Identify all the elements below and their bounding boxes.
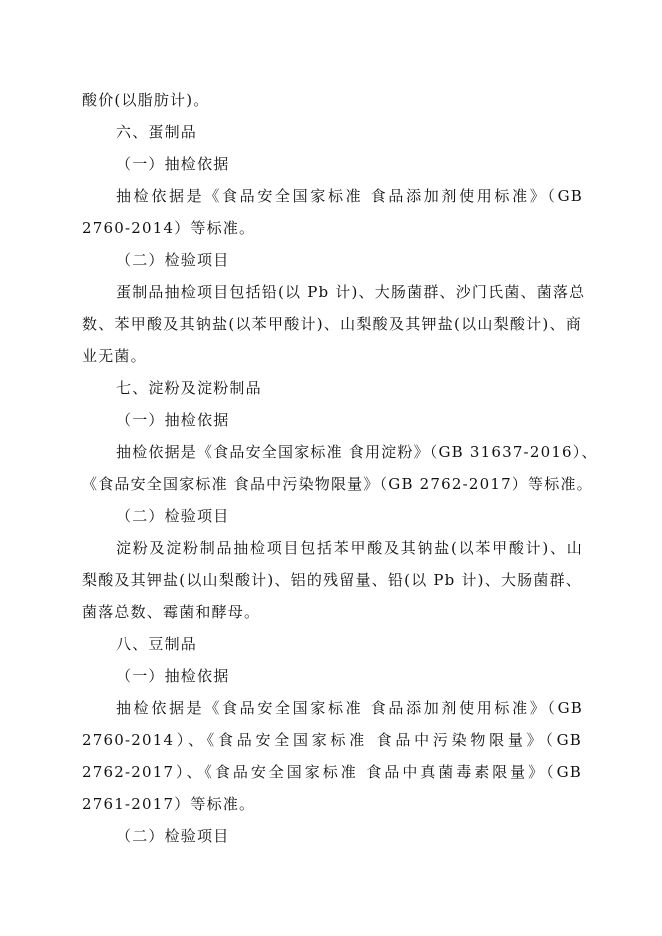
text-line: 2761-2017）等标准。 <box>82 795 256 813</box>
text-line: 蛋制品抽检项目包括铅(以 Pb 计)、大肠菌群、沙门氏菌、菌落总 <box>116 283 586 301</box>
text-line: 酸价(以脂肪计)。 <box>82 91 210 109</box>
text-line: 业无菌。 <box>82 347 147 365</box>
text-line: 淀粉及淀粉制品抽检项目包括苯甲酸及其钠盐(以苯甲酸计)、山 <box>116 539 583 557</box>
text-line: 抽检依据是《食品安全国家标准 食品添加剂使用标准》（GB <box>116 699 583 717</box>
text-line: 2760-2014）、《食品安全国家标准 食品中污染物限量》（GB <box>82 731 582 749</box>
section-heading-egg-products: 六、蛋制品 <box>116 123 198 141</box>
subsection-heading: （二）检验项目 <box>116 251 230 269</box>
text-line: 菌落总数、霉菌和酵母。 <box>82 603 261 621</box>
section-heading-soy-products: 八、豆制品 <box>116 635 198 653</box>
text-line: 抽检依据是《食品安全国家标准 食用淀粉》（GB 31637-2016）、 <box>116 443 598 461</box>
text-line: 抽检依据是《食品安全国家标准 食品添加剂使用标准》（GB <box>116 187 583 205</box>
subsection-heading: （一）抽检依据 <box>116 667 230 685</box>
subsection-heading: （二）检验项目 <box>116 827 230 845</box>
text-line: 梨酸及其钾盐(以山梨酸计)、铝的残留量、铅(以 Pb 计)、大肠菌群、 <box>82 571 582 589</box>
subsection-heading: （二）检验项目 <box>116 507 230 525</box>
text-line: 2760-2014）等标准。 <box>82 219 256 237</box>
section-heading-starch-products: 七、淀粉及淀粉制品 <box>116 379 262 397</box>
text-line: 2762-2017）、《食品安全国家标准 食品中真菌毒素限量》（GB <box>82 763 582 781</box>
subsection-heading: （一）抽检依据 <box>116 411 230 429</box>
subsection-heading: （一）抽检依据 <box>116 155 230 173</box>
text-line: 《食品安全国家标准 食品中污染物限量》（GB 2762-2017）等标准。 <box>82 475 593 493</box>
text-line: 数、苯甲酸及其钠盐(以苯甲酸计)、山梨酸及其钾盐(以山梨酸计)、商 <box>82 315 582 333</box>
